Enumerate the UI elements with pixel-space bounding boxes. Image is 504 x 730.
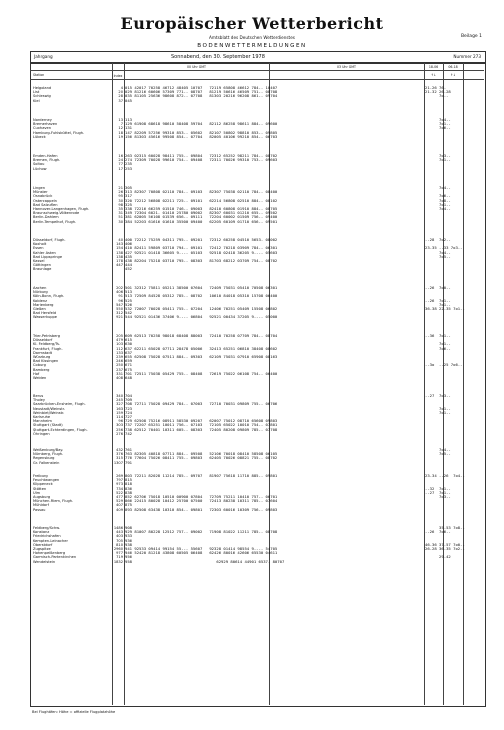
col-sub-2: ↑↓ bbox=[450, 73, 456, 77]
station-extra: --26 7o0-- --26 7o1-- 7o1-- 36-38 22-35 7o1-- bbox=[425, 285, 465, 312]
station-extra: --28 7o2-- 23-35 --33 7o3-- 7o4-- 7o5-- bbox=[425, 237, 463, 259]
station-observations: 113 129 61908 68618 98610 58408 59704 82112 86258 98611 884-- 09600 131 147 82209 57256 99310 853-- 05602 82107 50802 98810 853-- 09805 156 81303 45616 99508 854-- 07704 82005 40106 99210 854-- 06703 bbox=[125, 117, 278, 139]
station-observations: 704 709 708 72711 75028 09429 784-- 07003 72710 70031 09809 755-- 06706 723 724 727 729 62508 75216 08911 58530 09207 62007 75012 08710 65608 09803 737 72207 65251 10011 756-- 07103 72105 65022 10010 754-- 07801 738 62512 70401 10311 605-- 08303 72405 80208 09809 785-- 07708 742 bbox=[125, 393, 278, 436]
station-extra: 7o4-- 7o1-- 7o6-- bbox=[439, 117, 451, 131]
station-index: 205 479 103 112 133 239 246 250 237 331 408 bbox=[116, 334, 123, 381]
station-names: Freiburg Feuchtwangen Klippeneck Stötten Ulm Augsburg München-Riem, Flugh. Mühldorf Passau bbox=[33, 474, 74, 512]
station-index: 340 245 327 163 159 114 96 303 256 276 bbox=[116, 394, 123, 436]
station-index: 202 406 91 96 547 550 312 921 bbox=[116, 286, 123, 320]
station-index: 21 26 95 30 98 35 31 51 30 bbox=[118, 186, 123, 224]
station-names: Aachen Nürburg Köln-Bonn, Flugh. Koblenz Marienberg Gießen Bad Hersfeld Wasserkuppe bbox=[33, 286, 65, 320]
report-date: Sonnabend, den 30. September 1978 bbox=[171, 53, 265, 60]
date-bar bbox=[30, 51, 486, 63]
section-title: BODENWETTERMELDUNGEN bbox=[197, 43, 307, 49]
col-station: Station bbox=[33, 73, 45, 77]
station-index: 40 143 154 138 138 178 447 bbox=[116, 238, 123, 268]
station-names: Emden-Hafen Bremen, Flugh. Soltau Lüchow bbox=[33, 154, 61, 171]
col-00gmt: 00 Uhr GMT bbox=[187, 65, 206, 69]
station-observations: 501 32312 75811 05211 38500 07604 72409 75031 05410 70508 06301 513 513 72509 84528 05312 785-- 08702 10610 84018 05310 15708 06400 525 526 532 72007 70028 05411 755-- 07204 12406 70251 05409 15508 06802 542 544 92521 01436 37406 9---- 06804 92521 00434 37205 9---- 05000 bbox=[125, 285, 278, 320]
issue-number: Nummer 273 bbox=[453, 54, 481, 59]
station-index: 432 376 315 1307 bbox=[113, 448, 123, 465]
station-index: 1486 443 403 705 810 2960 977 719 1832 bbox=[113, 526, 123, 564]
footer-note: Bei Flughäfen: Höhe = offizielle Flugplatzhöhe bbox=[32, 710, 116, 714]
station-names: Düsseldorf, Flugh. Koxholt Essen Kahler Asten Bad Lippspringe Kassel Göttingen Braunlage bbox=[33, 238, 66, 272]
station-observations: 400 72212 75259 04311 795-- 09201 72312 60258 04510 5653- 08002 406 410 82411 59809 03710 794-- 09101 72412 70218 03909 784-- 06301 427 92521 01418 36605 9---- 05103 92518 02418 36205 9---- 05603 435 438 82204 75218 03710 795-- 08303 81703 68212 03709 754-- 08702 444 452 bbox=[125, 237, 278, 272]
col-18-06: 18-06 bbox=[428, 65, 439, 69]
station-extra: 7o3-- 7o1-- bbox=[439, 153, 451, 163]
station-names: Berus Tholey Saarbrücken-Ensheim, Flugh. Neustadt/Weinstr. Weinbiet/Weinstr. Karlsruhe Mannheim Stuttgart (Stadt) Stuttgart-Echterdingen, Flugh. Öhringen bbox=[33, 394, 88, 436]
station-extra: 23-34 --26 7o4-- --32 7o1-- --27 7o1-- 7o3-- bbox=[425, 473, 465, 500]
col-sub-1: ↑↓ bbox=[430, 73, 437, 77]
col-03gmt: 03 Uhr GMT bbox=[337, 65, 356, 69]
jahrgang-label: Jahrgang bbox=[34, 54, 53, 59]
station-names: Feldberg/Schw. Konstanz Friedrichshafen Kempten-Leinacher Oberstdorf Zugspitze Hohenpeißenberg Garmisch-Partenkirchen Wendelstein bbox=[33, 526, 77, 564]
station-names: Trier-Petrisberg Düsseldorf Kl. Feldberg/Ts. Frankfurt, Flugh. Darmstadt Würzburg Bad Kissingen Coburg Bamberg Hof Weiden bbox=[33, 334, 63, 381]
station-observations: 908 929 81007 80228 12512 757-- 09002 71908 81022 11211 785-- 08708 933 936 938 941 92533 09414 99154 55--- 55607 92328 01414 98554 9---- 54705 946 52420 81218 43808 60505 06408 62426 80016 42606 65530 04611 956 958 62929 80614 44901 6537- 80707 bbox=[125, 525, 285, 564]
station-observations: 263 02315 60028 98411 755-- 09804 72312 65252 98211 784-- 08702 274 72309 70028 99610 754-- 09408 72311 70026 99310 753-- 09603 235 253 bbox=[125, 153, 278, 171]
col-06-18: 06-18 bbox=[448, 65, 458, 69]
station-extra: 35-53 7o8-- --26 7o6-- 46-36 37-57 7o0-- 26-28 36-35 7o2-- 29-42 bbox=[425, 525, 465, 560]
station-extra: --27 7o3-- 7o1-- 7o1-- bbox=[425, 393, 451, 415]
station-observations: 609 62513 70258 98018 68408 88003 72410 70258 07709 784-- 08704 615 630 637 62211 65028 07711 28478 05006 32413 65251 06810 38408 08602 637 655 62508 75028 07511 884-- 09303 62109 75031 07910 65908 08163 659 671 675 701 72511 75038 05429 755-- 08408 72619 75022 06108 754-- 06400 648 bbox=[125, 333, 278, 381]
station-index: 13 7 12 18 19 bbox=[118, 118, 123, 139]
station-index: 269 797 973 734 522 477 529 407 409 bbox=[116, 474, 123, 512]
station-names: Norderney Bremerhaven Cuxhaven Hamburg-Fuhlsbüttel, Flugh. Lübeck bbox=[33, 118, 85, 139]
station-names: Weißenburg/Bay. Nürnberg, Flugh. Regensburg Gr. Falkenstein bbox=[33, 448, 64, 465]
station-extra: --36 7o1-- 7o1-- 7o6-- --3o --25 7o6-- bbox=[425, 333, 463, 368]
station-observations: 305 313 82307 70808 02110 784-- 09103 82307 75038 02110 784-- 08400 317 320 72212 56808 02211 725-- 09101 62214 56808 02510 884-- 08102 325 338 72216 66259 01510 746-- 09003 82410 60808 01910 884-- 08705 349 72304 6021- 01410 25780 09002 82307 60031 01210 655-- 09502 381 62005 56108 01539 656-- 09111 72204 60002 01509 756-- 09400 384 52203 61616 01610 35500 09400 62205 60109 01710 656-- 09501 bbox=[125, 185, 278, 224]
station-names: Helgoland List Schleswig Kiel bbox=[33, 86, 52, 103]
station-extra: 7o4-- 7o5-- bbox=[439, 447, 451, 457]
beilage-label: Beilage 1 bbox=[460, 34, 482, 39]
station-names: Lingen Münster Osnabrück Ostercappeln Bad Salzuflen Hannover-Langenhagen, Flugh. Braunschweig-Völkenrode Berlin-Dahlem Berlin-Tempelhof, Flugh. bbox=[33, 186, 90, 224]
station-index: 16 24 77 17 bbox=[118, 154, 123, 171]
header-rule bbox=[30, 79, 484, 80]
station-extra: 7o4-- 7o6-- 7o8-- 7o1-- 7o4-- bbox=[439, 185, 451, 212]
station-observations: 761 763 82305 40818 07711 884-- 09508 52106 70018 08410 58508 06105 776 77604 75026 08411 755-- 09803 62405 70026 08821 755-- 08702 791 bbox=[125, 447, 278, 465]
header-rule bbox=[30, 70, 484, 71]
station-index: 4 20 28 37 bbox=[118, 86, 123, 103]
station-observations: 803 72211 82028 11214 785-- 09707 81907 75618 11710 885-- 09801 815 818 836 838 852 62706 75018 10510 00900 07804 72709 75211 10410 757-- 06701 866 22415 80028 10412 25700 07500 72413 80238 10311 785-- 07604 875 893 82508 63438 10310 854-- 09801 72303 60016 10309 756-- 09803 bbox=[125, 473, 278, 512]
station-extra: 21-26 76- 21-32 26-28 7o-- bbox=[425, 85, 451, 99]
station-observations: 015 42017 70258 46712 48405 10707 72119 65808 46612 784-- 10407 029 81216 60606 57309 771-- 08707 81219 50616 46509 751-- 08708 035 81105 25636 98608 872-- 07708 81303 20216 96208 861-- 09704 045 bbox=[125, 85, 278, 103]
page-title: Europäischer Wetterbericht bbox=[120, 14, 384, 33]
page-subtitle: Amtsblatt des Deutschen Wetterdienstes bbox=[209, 35, 295, 40]
col-index: Index bbox=[113, 74, 123, 78]
